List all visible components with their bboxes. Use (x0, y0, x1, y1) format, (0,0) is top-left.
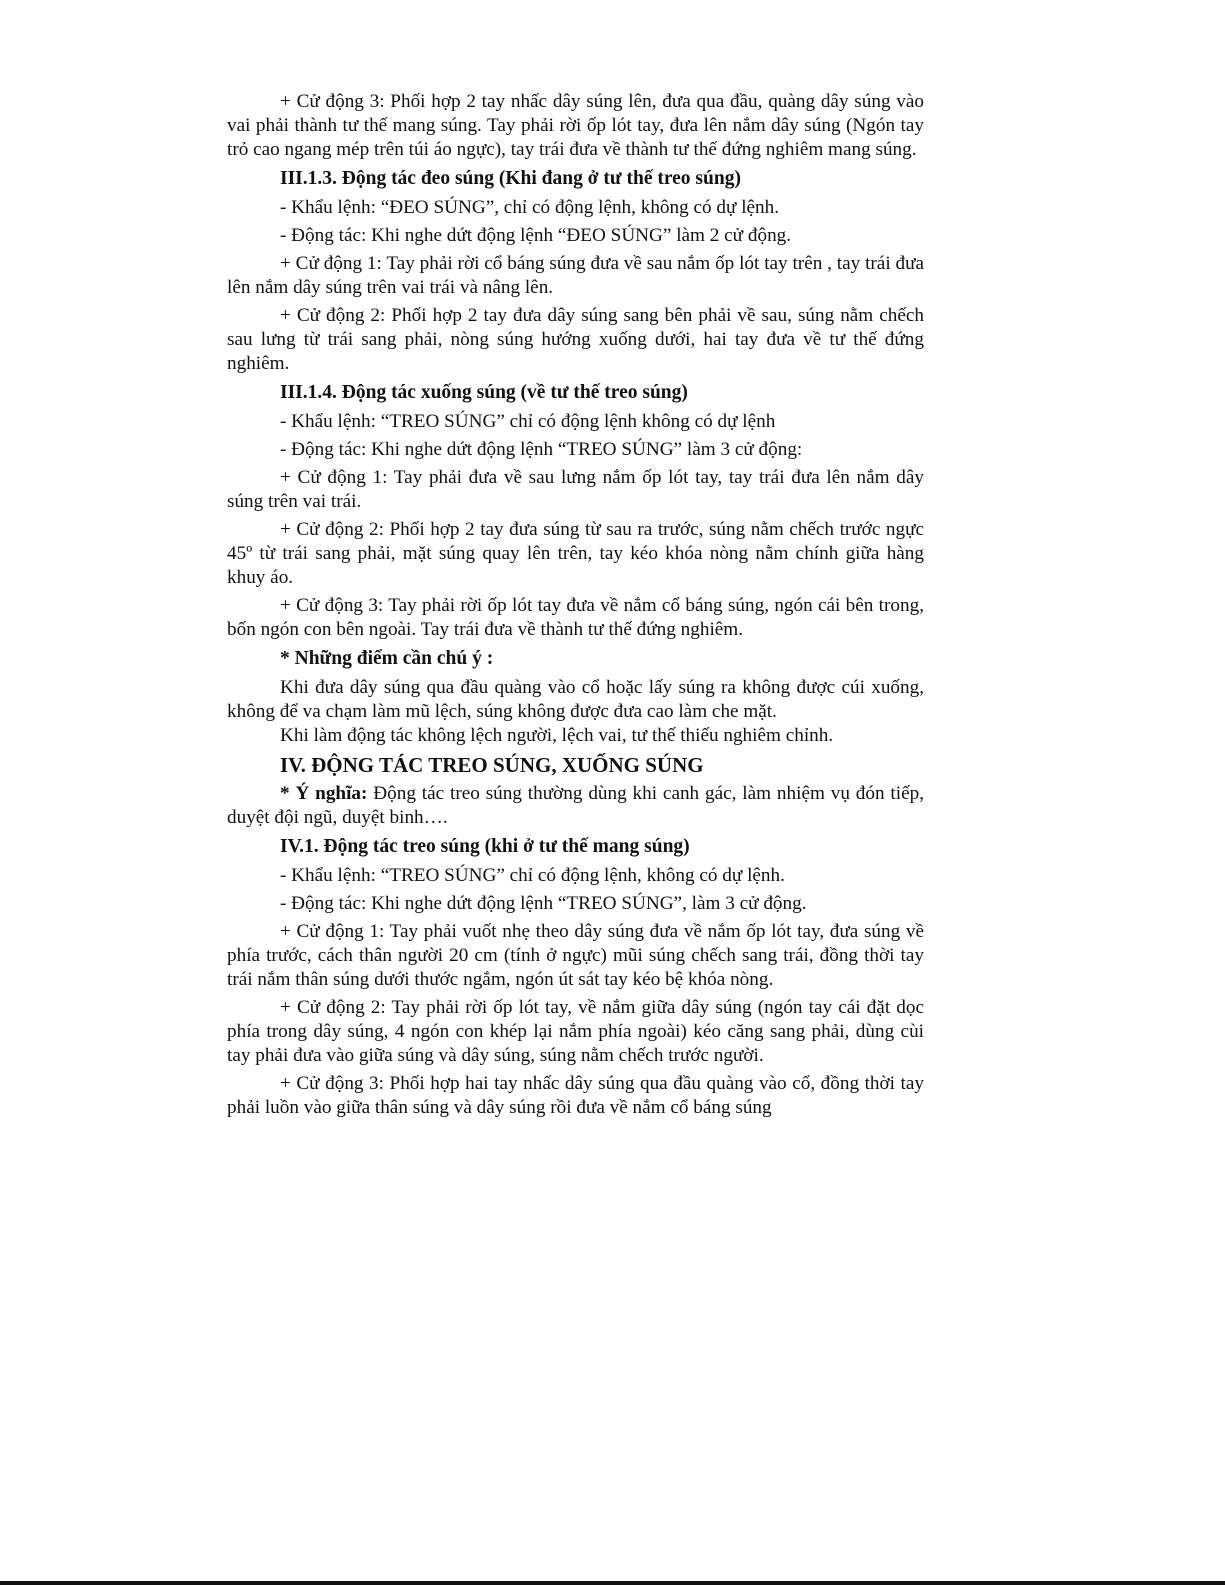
paragraph-xuong-sung-cu-dong-2: + Cử động 2: Phối hợp 2 tay đưa súng từ sau ra trước, súng nằm chếch trước ngực 45º từ trái sang phải, mặt súng quay lên trên, tay kéo khóa nòng nằm chính giữa hàng khuy áo. (227, 519, 924, 588)
heading-iv-1: IV.1. Động tác treo súng (khi ở tư thế mang súng) (280, 836, 690, 857)
paragraph-treo-sung-cu-dong-2: + Cử động 2: Tay phải rời ốp lót tay, về nắm giữa dây súng (ngón tay cái đặt dọc phía trong dây súng, 4 ngón con khép lại nắm phía ngoài) kéo căng sang phải, dùng cùi tay phải đưa vào giữa súng và dây súng, súng nằm chếch trước người. (227, 997, 924, 1066)
heading-nhung-diem-can-chu-y: * Những điểm cần chú ý : (280, 648, 494, 669)
text-y-nghia: Động tác treo súng thường dùng khi canh gác, làm nhiệm vụ đón tiếp, duyệt đội ngũ, duyệt binh…. (227, 783, 924, 828)
label-y-nghia: * Ý nghĩa: (280, 783, 368, 804)
paragraph-deo-sung-cu-dong-2: + Cử động 2: Phối hợp 2 tay đưa dây súng sang bên phải về sau, súng nằm chếch sau lưng từ trái sang phải, nòng súng hướng xuống dưới, hai tay đưa về tư thế đứng nghiêm. (227, 305, 924, 374)
paragraph-y-nghia (227, 782, 924, 830)
paragraph-treo-sung-cu-dong-1: + Cử động 1: Tay phải vuốt nhẹ theo dây súng đưa về nắm ốp lót tay, đưa súng về phía trước, cách thân người 20 cm (tính ở ngực) mũi súng chếch sang trái, đồng thời tay trái nắm thân súng dưới thước ngắm, ngón út sát tay kéo bệ khóa nòng. (227, 921, 924, 990)
paragraph-khau-lenh-treo-sung-2: - Khẩu lệnh: “TREO SÚNG” chỉ có động lệnh, không có dự lệnh. (280, 865, 785, 886)
paragraph-xuong-sung-cu-dong-1: + Cử động 1: Tay phải đưa về sau lưng nắm ốp lót tay, tay trái đưa lên nắm dây súng trên vai trái. (227, 467, 924, 512)
paragraph-dong-tac-xuong-sung: - Động tác: Khi nghe dứt động lệnh “TREO SÚNG” làm 3 cử động: (280, 439, 803, 460)
paragraph-treo-sung-cu-dong-3: + Cử động 3: Phối hợp hai tay nhấc dây súng qua đầu quàng vào cổ, đồng thời tay phải luồn vào giữa thân súng và dây súng rồi đưa về nắm cổ báng súng (227, 1073, 924, 1118)
heading-iii-1-3: III.1.3. Động tác đeo súng (Khi đang ở tư thế treo súng) (280, 168, 741, 189)
paragraph-cu-dong-3-mang-sung: + Cử động 3: Phối hợp 2 tay nhấc dây súng lên, đưa qua đầu, quàng dây súng vào vai phải thành tư thế mang súng. Tay phải rời ốp lót tay, đưa lên nắm dây súng (Ngón tay trỏ cao ngang mép trên túi áo ngực), tay trái đưa về thành tư thế đứng nghiêm mang súng. (227, 91, 924, 160)
document-page (227, 90, 924, 1120)
paragraph-xuong-sung-cu-dong-3: + Cử động 3: Tay phải rời ốp lót tay đưa về nắm cổ báng súng, ngón cái bên trong, bốn ngón con bên ngoài. Tay trái đưa về thành tư thế đứng nghiêm. (227, 595, 924, 640)
page-bottom-edge (0, 1581, 1225, 1585)
paragraph-deo-sung-cu-dong-1: + Cử động 1: Tay phải rời cổ báng súng đưa về sau nắm ốp lót tay trên , tay trái đưa lên nắm dây súng trên vai trái và nâng lên. (227, 253, 924, 298)
heading-iii-1-4: III.1.4. Động tác xuống súng (về tư thế treo súng) (280, 382, 688, 403)
paragraph-chu-y-1: Khi đưa dây súng qua đầu quàng vào cổ hoặc lấy súng ra không được cúi xuống, không để va chạm làm mũ lệch, súng không được đưa cao làm che mặt. (227, 677, 924, 722)
paragraph-khau-lenh-treo-sung: - Khẩu lệnh: “TREO SÚNG” chỉ có động lệnh không có dự lệnh (280, 411, 776, 432)
heading-iv: IV. ĐỘNG TÁC TREO SÚNG, XUỐNG SÚNG (280, 753, 704, 777)
paragraph-chu-y-2: Khi làm động tác không lệch người, lệch vai, tư thế thiếu nghiêm chỉnh. (280, 725, 834, 746)
paragraph-khau-lenh-deo-sung: - Khẩu lệnh: “ĐEO SÚNG”, chỉ có động lệnh, không có dự lệnh. (280, 197, 780, 218)
paragraph-dong-tac-treo-sung: - Động tác: Khi nghe dứt động lệnh “TREO SÚNG”, làm 3 cử động. (280, 893, 807, 914)
paragraph-dong-tac-deo-sung: - Động tác: Khi nghe dứt động lệnh “ĐEO SÚNG” làm 2 cử động. (280, 225, 792, 246)
